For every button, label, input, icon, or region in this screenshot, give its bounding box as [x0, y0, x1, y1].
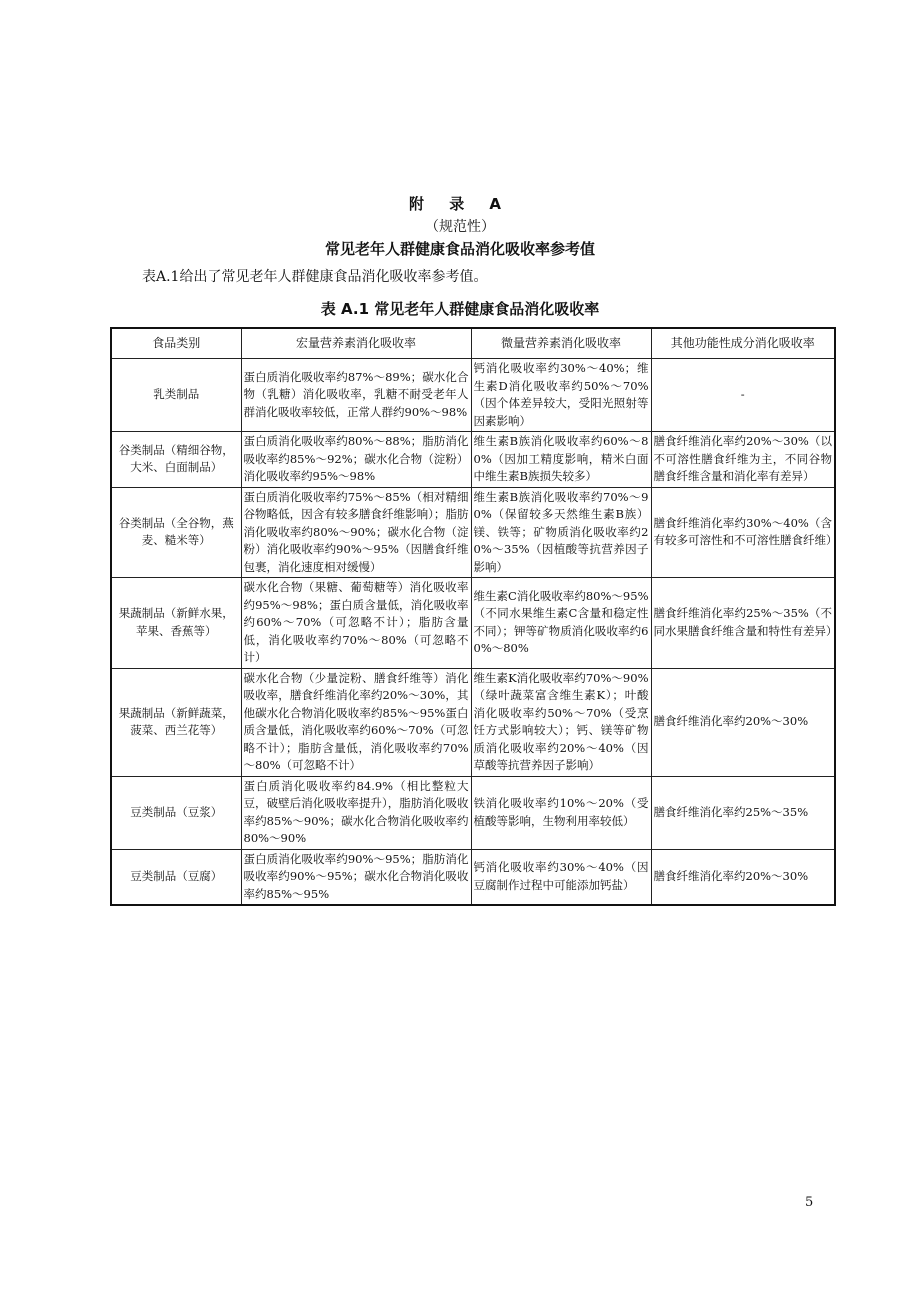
table-row: [111, 668, 835, 776]
header-macro: 宏量营养素消化吸收率: [241, 328, 471, 359]
intro-paragraph: 表A.1给出了常见老年人群健康食品消化吸收率参考值。: [142, 269, 488, 285]
row-micro: 维生素B族消化吸收率约60%～80%（因加工精度影响，精米白面中维生素B族损失较多）: [471, 432, 651, 488]
row-macro: 蛋白质消化吸收率约90%～95%；脂肪消化吸收率约90%～95%；碳水化合物消化吸收率约85%～95%: [241, 849, 471, 905]
table-header-row: [111, 328, 835, 359]
header-category: 食品类别: [111, 328, 241, 359]
digestibility-table: [110, 327, 836, 906]
appendix-subject: 常见老年人群健康食品消化吸收率参考值: [324, 240, 595, 258]
header-micro: 微量营养素消化吸收率: [471, 328, 651, 359]
row-macro: 蛋白质消化吸收率约87%～89%；碳水化合物（乳糖）消化吸收率，乳糖不耐受老年人群消化吸收率较低，正常人群约90%～98%: [241, 359, 471, 432]
row-macro: 蛋白质消化吸收率约80%～88%；脂肪消化吸收率约85%～92%；碳水化合物（淀粉）消化吸收率约95%～98%: [241, 432, 471, 488]
row-category: 果蔬制品（新鲜水果，苹果、香蕉等）: [111, 578, 241, 669]
row-other: 膳食纤维消化率约25%～35%（不同水果膳食纤维含量和特性有差异）: [651, 578, 835, 669]
row-category: 豆类制品（豆浆）: [111, 776, 241, 849]
row-micro: 维生素C消化吸收率约80%～95%（不同水果维生素C含量和稳定性不同）；钾等矿物质消化吸收率约60%～80%: [471, 578, 651, 669]
row-other: 膳食纤维消化率约20%～30%: [651, 668, 835, 776]
row-other: 膳食纤维消化率约20%～30%: [651, 849, 835, 905]
row-macro: 碳水化合物（少量淀粉、膳食纤维等）消化吸收率，膳食纤维消化率约20%～30%，其他碳水化合物消化吸收率约85%～95%蛋白质含量低，消化吸收率约60%～70%（可忽略不计）；脂肪含量低，消化吸收率约70%～80%（可忽略不计）: [241, 668, 471, 776]
table-row: [111, 487, 835, 578]
row-other: 膳食纤维消化率约30%～40%（含有较多可溶性和不可溶性膳食纤维）: [651, 487, 835, 578]
row-other: 膳食纤维消化率约20%～30%（以不可溶性膳食纤维为主，不同谷物膳食纤维含量和消化率有差异）: [651, 432, 835, 488]
row-other: 膳食纤维消化率约25%～35%: [651, 776, 835, 849]
page-number: 5: [805, 1195, 814, 1210]
table-row: [111, 578, 835, 669]
row-category: 谷类制品（精细谷物，大米、白面制品）: [111, 432, 241, 488]
row-micro: 钙消化吸收率约30%～40%（因豆腐制作过程中可能添加钙盐）: [471, 849, 651, 905]
header-other: 其他功能性成分消化吸收率: [651, 328, 835, 359]
appendix-type: （规范性）: [425, 219, 495, 235]
row-micro: 维生素K消化吸收率约70%～90%（绿叶蔬菜富含维生素K）；叶酸消化吸收率约50%～70%（受烹饪方式影响较大）；钙、镁等矿物质消化吸收率约20%～40%（因草酸等抗营养因子影响）: [471, 668, 651, 776]
row-micro: 钙消化吸收率约30%～40%；维生素D消化吸收率约50%～70%（因个体差异较大，受阳光照射等因素影响）: [471, 359, 651, 432]
row-category: 豆类制品（豆腐）: [111, 849, 241, 905]
row-category: 果蔬制品（新鲜蔬菜，菠菜、西兰花等）: [111, 668, 241, 776]
row-micro: 铁消化吸收率约10%～20%（受植酸等影响，生物利用率较低）: [471, 776, 651, 849]
row-category: 谷类制品（全谷物，燕麦、糙米等）: [111, 487, 241, 578]
row-macro: 蛋白质消化吸收率约75%～85%（相对精细谷物略低，因含有较多膳食纤维影响）；脂肪消化吸收率约80%～90%；碳水化合物（淀粉）消化吸收率约90%～95%（因膳食纤维包裹，消化速度相对缓慢）: [241, 487, 471, 578]
row-macro: 碳水化合物（果糖、葡萄糖等）消化吸收率约95%～98%；蛋白质含量低，消化吸收率约60%～70%（可忽略不计）；脂肪含量低，消化吸收率约70%～80%（可忽略不计）: [241, 578, 471, 669]
row-category: 乳类制品: [111, 359, 241, 432]
row-macro: 蛋白质消化吸收率约84.9%（相比整粒大豆，破壁后消化吸收率提升），脂肪消化吸收率约85%～90%；碳水化合物消化吸收率约80%～90%: [241, 776, 471, 849]
table-row: [111, 432, 835, 488]
table-row: [111, 359, 835, 432]
table-caption: 表 A.1 常见老年人群健康食品消化吸收率: [320, 300, 600, 318]
appendix-title: 附 录 A: [408, 195, 512, 213]
row-other: -: [651, 359, 835, 432]
table-row: [111, 849, 835, 905]
table-row: [111, 776, 835, 849]
row-micro: 维生素B族消化吸收率约70%～90%（保留较多天然维生素B族）镁、铁等；矿物质消化吸收率约20%～35%（因植酸等抗营养因子影响）: [471, 487, 651, 578]
